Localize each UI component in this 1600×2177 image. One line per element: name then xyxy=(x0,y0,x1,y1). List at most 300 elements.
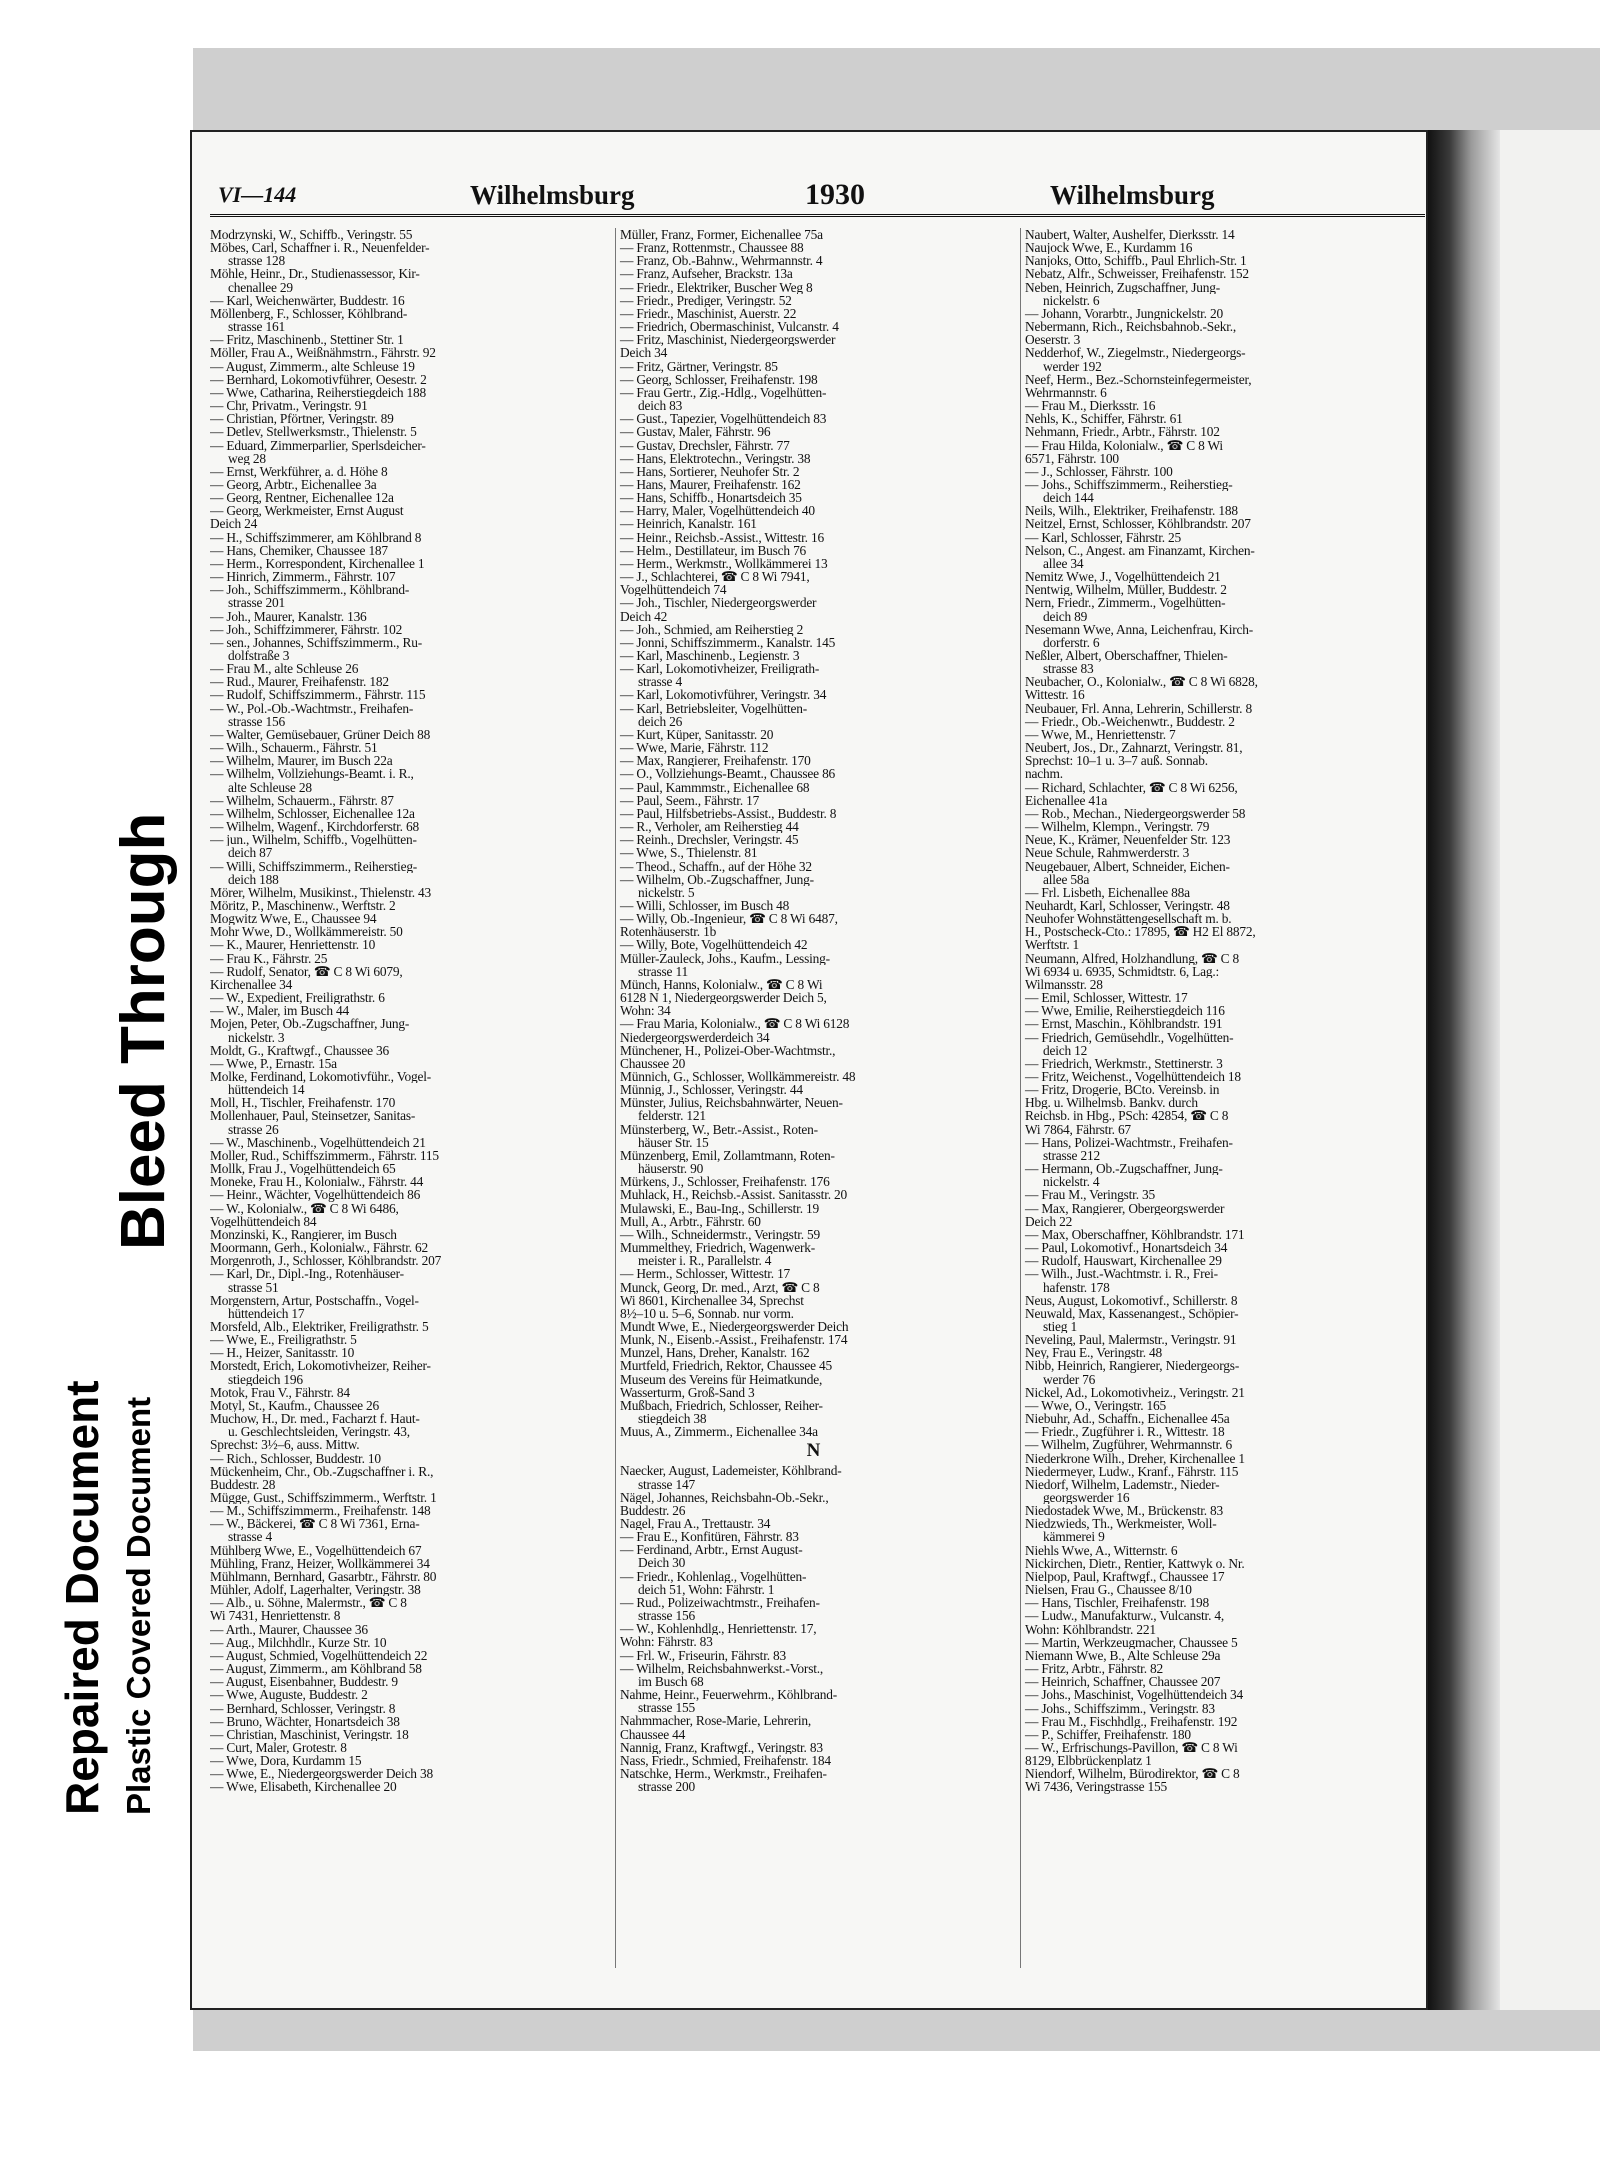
directory-entry: nickelstr. 3 xyxy=(228,1030,285,1044)
directory-entry: dorferstr. 6 xyxy=(1043,635,1100,649)
directory-entry: Vogelhüttendeich 74 xyxy=(620,583,727,597)
directory-entry: Wittestr. 16 xyxy=(1025,688,1085,702)
directory-entry: — Wilh., Schneidermstr., Veringstr. 59 xyxy=(620,1227,821,1242)
directory-entry: deich 144 xyxy=(1043,491,1094,505)
directory-entry: — Friedr., Zugführer i. R., Wittestr. 18 xyxy=(1025,1425,1225,1439)
directory-entry: — Frau M., Fischhdlg., Freihafenstr. 192 xyxy=(1025,1714,1238,1728)
directory-entry: Muchow, H., Dr. med., Facharzt f. Haut- xyxy=(210,1412,420,1426)
page-header xyxy=(210,178,1425,217)
directory-entry: — Franz, Ob.-Bahnw., Wehrmannstr. 4 xyxy=(620,254,823,268)
directory-entry: strasse 128 xyxy=(228,254,285,268)
directory-entry: Münchener, H., Polizei-Ober-Wachtmstr., xyxy=(620,1043,836,1057)
directory-entry: — Willy, Bote, Vogelhüttendeich 42 xyxy=(620,938,808,952)
directory-entry: weg 28 xyxy=(228,451,266,465)
directory-entry: Wilmansstr. 28 xyxy=(1025,977,1103,992)
directory-entry: — Wwe, M., Henriettenstr. 7 xyxy=(1025,727,1176,742)
directory-entry: — Wilhelm, Klempn., Veringstr. 79 xyxy=(1025,820,1210,834)
directory-entry: Münnich, G., Schlosser, Wollkämmereistr. 48 xyxy=(620,1070,856,1084)
directory-entry: — Gustav, Drechsler, Fährstr. 77 xyxy=(620,438,790,452)
directory-entry: — Theod., Schaffn., auf der Höhe 32 xyxy=(620,859,812,873)
directory-entry: Neßler, Albert, Oberschaffner, Thielen- xyxy=(1025,649,1228,663)
directory-entry: Mörer, Wilhelm, Musikinst., Thielenstr. 43 xyxy=(210,885,432,899)
directory-entry: — M., Schiffszimmerm., Freihafenstr. 148 xyxy=(210,1504,431,1518)
directory-entry: — J., Schlachterei, ☎ C 8 Wi 7941, xyxy=(620,570,810,584)
directory-entry: — W., Maschinenb., Vogelhüttendeich 21 xyxy=(210,1135,426,1149)
directory-entry: — Rudolf, Hauswart, Kirchenallee 29 xyxy=(1025,1254,1222,1268)
directory-entry: — W., Bäckerei, ☎ C 8 Wi 7361, Erna- xyxy=(210,1517,420,1531)
directory-entry: felderstr. 121 xyxy=(638,1109,706,1123)
directory-entry: nickelstr. 5 xyxy=(638,885,695,899)
directory-entry: — Fritz, Drogerie, BCto. Vereinsb. in xyxy=(1025,1083,1220,1097)
directory-entry: Nebatz, Alfr., Schweisser, Freihafenstr. 152 xyxy=(1025,267,1249,281)
directory-entry: Rotenhäuserstr. 1b xyxy=(620,925,717,939)
directory-entry: Buddestr. 28 xyxy=(210,1477,276,1491)
directory-entry: Neuhardt, Karl, Schlosser, Veringstr. 48 xyxy=(1025,898,1230,913)
directory-entry: Nelson, C., Angest. am Finanzamt, Kirchen- xyxy=(1025,543,1255,557)
directory-entry: Deich 42 xyxy=(620,609,668,623)
directory-entry: — R., Verholer, am Reiherstieg 44 xyxy=(620,820,799,834)
directory-entry: Moldt, G., Kraftwgf., Chaussee 36 xyxy=(210,1043,389,1057)
directory-entry: — Karl, Betriebsleiter, Vogelhütten- xyxy=(620,701,808,715)
directory-entry: chenallee 29 xyxy=(228,280,293,294)
directory-entry: strasse 161 xyxy=(228,320,285,334)
directory-entry: kämmerei 9 xyxy=(1043,1530,1105,1544)
directory-entry: — jun., Wilhelm, Schiffb., Vogelhütten- xyxy=(210,833,417,847)
directory-entry: — Wwe, P., Ernastr. 15a xyxy=(210,1056,337,1070)
directory-entry: — W., Maler, im Busch 44 xyxy=(210,1004,349,1018)
directory-entry: Chaussee 20 xyxy=(620,1056,686,1070)
directory-entry: Molke, Ferdinand, Lokomotivführ., Vogel- xyxy=(210,1070,431,1084)
directory-entry: deich 83 xyxy=(638,399,683,413)
directory-entry: — Ferdinand, Arbtr., Ernst August- xyxy=(620,1543,803,1557)
directory-entry: Vogelhüttendeich 84 xyxy=(210,1214,317,1228)
directory-entry: Nesemann Wwe, Anna, Leichenfrau, Kirch- xyxy=(1025,622,1254,636)
directory-entry: Niedzwieds, Th., Werkmeister, Woll- xyxy=(1025,1517,1217,1531)
directory-entry: — Wilh., Schauerm., Fährstr. 51 xyxy=(210,741,378,755)
directory-entry: georgswerder 16 xyxy=(1043,1491,1130,1505)
directory-entry: werder 192 xyxy=(1043,359,1102,373)
directory-entry: — Karl, Maschinenb., Legienstr. 3 xyxy=(620,649,800,663)
directory-entry: Möhle, Heinr., Dr., Studienassessor, Kir- xyxy=(210,267,420,281)
directory-entry: Neubacher, O., Kolonialw., ☎ C 8 Wi 6828, xyxy=(1025,675,1258,689)
directory-entry: strasse 200 xyxy=(638,1780,695,1794)
directory-entry: Morstedt, Erich, Lokomotivheizer, Reiher- xyxy=(210,1359,431,1373)
directory-entry: Wehrmannstr. 6 xyxy=(1025,385,1107,400)
directory-entry: Neue, K., Krämer, Neuenfelder Str. 123 xyxy=(1025,833,1231,847)
directory-entry: Deich 30 xyxy=(638,1556,686,1570)
directory-entry: Mulawski, E., Bau-Ing., Schillerstr. 19 xyxy=(620,1201,819,1215)
directory-entry: — Friedrich, Werkmstr., Stettinerstr. 3 xyxy=(1025,1056,1223,1070)
directory-entry: — Gust., Tapezier, Vogelhüttendeich 83 xyxy=(620,412,827,426)
directory-entry: — Rud., Maurer, Freihafenstr. 182 xyxy=(210,675,389,689)
directory-entry: Mückenheim, Chr., Ob.-Zugschaffner i. R., xyxy=(210,1464,434,1478)
directory-entry: — Fritz, Maschinist, Niedergeorgswerder xyxy=(620,333,836,347)
directory-entry: — Frau M., alte Schleuse 26 xyxy=(210,662,359,676)
directory-entry: Motok, Frau V., Fährstr. 84 xyxy=(210,1385,350,1399)
directory-entry: — Herm., Schlosser, Wittestr. 17 xyxy=(620,1267,791,1281)
directory-entry: — Friedr., Kohlenlag., Vogelhütten- xyxy=(620,1569,807,1583)
directory-entry: strasse 156 xyxy=(228,714,285,728)
directory-entry: — Rud., Polizeiwachtmstr., Freihafen- xyxy=(620,1595,820,1610)
directory-entry: — Friedr., Maschinist, Auerstr. 22 xyxy=(620,306,797,321)
directory-entry: — Karl, Dr., Dipl.-Ing., Rotenhäuser- xyxy=(210,1267,404,1281)
directory-entry: Niedorf, Wilhelm, Lademstr., Nieder- xyxy=(1025,1477,1220,1491)
directory-entry: Mull, A., Arbtr., Fährstr. 60 xyxy=(620,1214,761,1228)
directory-entry: Wohn: Köhlbrandstr. 221 xyxy=(1025,1622,1156,1636)
directory-entry: — Wilhelm, Schauerm., Fährstr. 87 xyxy=(210,793,394,807)
directory-entry: Deich 24 xyxy=(210,517,258,531)
directory-entry: allee 58a xyxy=(1043,872,1090,886)
directory-entry: Moormann, Gerh., Kolonialw., Fährstr. 62 xyxy=(210,1241,428,1255)
directory-entry: stiegdeich 196 xyxy=(228,1372,303,1386)
book-gutter xyxy=(1428,130,1500,2010)
directory-entry: strasse 83 xyxy=(1043,662,1094,676)
directory-entry: — Hans, Tischler, Freihafenstr. 198 xyxy=(1025,1596,1210,1610)
directory-entry: — Paul, Kammmstr., Eichenallee 68 xyxy=(620,780,810,794)
directory-entry: Monzinski, K., Rangierer, im Busch xyxy=(210,1227,397,1242)
directory-entry: — Herm., Werkmstr., Wollkämmerei 13 xyxy=(620,556,828,571)
directory-entry: Nebermann, Rich., Reichsbahnob.-Sekr., xyxy=(1025,320,1237,334)
directory-entry: Wohn: 34 xyxy=(620,1004,671,1018)
directory-entry: — Wwe, Marie, Fährstr. 112 xyxy=(620,741,769,755)
directory-entry: Nedderhof, W., Ziegelmstr., Niedergeorgs- xyxy=(1025,346,1246,360)
directory-entry: Neubert, Jos., Dr., Zahnarzt, Veringstr. 81, xyxy=(1025,741,1243,755)
directory-entry: — Fritz, Arbtr., Fährstr. 82 xyxy=(1025,1662,1163,1676)
directory-entry: werder 76 xyxy=(1043,1372,1096,1386)
directory-entry: Museum des Vereins für Heimatkunde, xyxy=(620,1372,823,1386)
directory-entry: häuser Str. 15 xyxy=(638,1135,709,1149)
directory-entry: Wi 7436, Veringstrasse 155 xyxy=(1025,1780,1168,1794)
directory-entry: hüttendeich 17 xyxy=(228,1306,305,1320)
directory-entry: — Willy, Ob.-Ingenieur, ☎ C 8 Wi 6487, xyxy=(620,912,838,926)
directory-entry: Sprechst: 3½–6, auss. Mittw. xyxy=(210,1438,360,1452)
directory-entry: — Friedrich, Obermaschinist, Vulcanstr. 4 xyxy=(620,320,839,334)
directory-entry: strasse 11 xyxy=(638,964,688,978)
directory-entry: — Hans, Schiffb., Honartsdeich 35 xyxy=(620,491,802,505)
directory-entry: — Heinr., Wächter, Vogelhüttendeich 86 xyxy=(210,1188,421,1202)
directory-entry: Münnig, J., Schlosser, Veringstr. 44 xyxy=(620,1083,803,1097)
directory-entry: — Reinh., Drechsler, Veringstr. 45 xyxy=(620,833,799,847)
directory-entry: — Franz, Rottenmstr., Chaussee 88 xyxy=(620,241,804,255)
directory-entry: — Harry, Maler, Vogelhüttendeich 40 xyxy=(620,504,815,518)
directory-entry: Reichsb. in Hbg., PSch: 42854, ☎ C 8 xyxy=(1025,1109,1229,1123)
directory-entry: Münster, Julius, Reichsbahnwärter, Neuen- xyxy=(620,1096,843,1110)
directory-column-3 xyxy=(1020,228,1416,1968)
directory-entry: Chaussee 44 xyxy=(620,1727,686,1741)
directory-entry: — Arth., Maurer, Chaussee 36 xyxy=(210,1622,368,1636)
directory-entry: Möritz, P., Maschinenw., Werftstr. 2 xyxy=(210,898,396,913)
directory-entry: — Johs., Schiffszimmerm., Reiherstieg- xyxy=(1025,477,1233,492)
directory-entry: Nielpop, Paul, Kraftwgf., Chaussee 17 xyxy=(1025,1569,1225,1584)
directory-entry: Nass, Friedr., Schmied, Freihafenstr. 184 xyxy=(620,1753,831,1767)
directory-entry: — Bruno, Wächter, Honartsdeich 38 xyxy=(210,1714,400,1728)
directory-entry: — Bernhard, Schlosser, Veringstr. 8 xyxy=(210,1701,396,1715)
directory-entry: — Wilhelm, Reichsbahnwerkst.-Vorst., xyxy=(620,1661,824,1675)
directory-entry: — Heinrich, Schaffner, Chaussee 207 xyxy=(1025,1675,1221,1689)
directory-entry: — W., Kohlenhdlg., Henriettenstr. 17, xyxy=(620,1622,817,1636)
directory-entry: Nickirchen, Dietr., Rentier, Kattwyk o. Nr. xyxy=(1025,1556,1245,1570)
header-place-right: Wilhelmsburg xyxy=(1050,180,1215,210)
directory-entry: — Ludw., Manufakturw., Vulcanstr. 4, xyxy=(1025,1609,1225,1623)
directory-entry: — Frau M., Veringstr. 35 xyxy=(1025,1188,1155,1202)
directory-entry: Modrzynski, W., Schiffb., Veringstr. 55 xyxy=(210,228,413,242)
directory-entry: u. Geschlechtsleiden, Veringstr. 43, xyxy=(228,1425,410,1439)
directory-entry: Eichenallee 41a xyxy=(1025,793,1108,807)
directory-entry: Nannig, Franz, Kraftwgf., Veringstr. 83 xyxy=(620,1740,823,1754)
header-place-left: Wilhelmsburg xyxy=(470,180,635,210)
directory-entry: — Frl. W., Friseurin, Fährstr. 83 xyxy=(620,1648,786,1662)
directory-entry: — Gustav, Maler, Fährstr. 96 xyxy=(620,425,771,439)
directory-entry: strasse 212 xyxy=(1043,1148,1100,1163)
directory-entry: — Rob., Mechan., Niedergeorgswerder 58 xyxy=(1025,806,1246,821)
section-letter: N xyxy=(806,1440,821,1462)
directory-entry: Wohn: Fährstr. 83 xyxy=(620,1635,713,1649)
directory-entry: — Christian, Pförtner, Veringstr. 89 xyxy=(210,412,394,426)
directory-entry: Nahme, Heinr., Feuerwehrm., Köhlbrand- xyxy=(620,1688,837,1702)
directory-entry: — Karl, Lokomotivheizer, Freiligrath- xyxy=(620,662,820,676)
directory-entry: — Rich., Schlosser, Buddestr. 10 xyxy=(210,1451,381,1465)
directory-entry: Neitzel, Ernst, Schlosser, Köhlbrandstr. 207 xyxy=(1025,517,1251,531)
directory-entry: Mußbach, Friedrich, Schlosser, Reiher- xyxy=(620,1398,823,1413)
directory-entry: — Georg, Arbtr., Eichenallee 3a xyxy=(210,477,377,492)
directory-entry: Mummelthey, Friedrich, Wagenwerk- xyxy=(620,1241,815,1255)
directory-entry: — Joh., Schmied, am Reiherstieg 2 xyxy=(620,622,804,636)
directory-entry: — W., Pol.-Ob.-Wachtmstr., Freihafen- xyxy=(210,701,414,715)
directory-entry: deich 87 xyxy=(228,846,273,860)
directory-entry: Niebuhr, Ad., Schaffn., Eichenallee 45a xyxy=(1025,1412,1230,1426)
directory-entry: — Hans, Sortierer, Neuhofer Str. 2 xyxy=(620,464,800,478)
directory-entry: — Richard, Schlachter, ☎ C 8 Wi 6256, xyxy=(1025,780,1238,794)
directory-entry: — Bernhard, Lokomotivführer, Oesestr. 2 xyxy=(210,372,427,386)
directory-entry: — Willi, Schlosser, im Busch 48 xyxy=(620,898,790,913)
directory-entry: Naujock Wwe, E., Kurdamm 16 xyxy=(1025,241,1193,255)
directory-entry: — Max, Rangierer, Freihafenstr. 170 xyxy=(620,754,811,768)
directory-entry: Neumann, Alfred, Holzhandlung, ☎ C 8 xyxy=(1025,951,1240,965)
directory-entry: Nickel, Ad., Lokomotivheiz., Veringstr. 21 xyxy=(1025,1385,1245,1399)
directory-entry: — Frau Hilda, Kolonialw., ☎ C 8 Wi xyxy=(1025,438,1223,452)
directory-entry: — Karl, Schlosser, Fährstr. 25 xyxy=(1025,530,1181,544)
directory-entry: Deich 34 xyxy=(620,346,668,360)
directory-entry: — Chr, Privatm., Veringstr. 91 xyxy=(210,399,368,413)
directory-entry: — Fritz, Gärtner, Veringstr. 85 xyxy=(620,359,778,373)
directory-entry: stieg 1 xyxy=(1043,1319,1077,1334)
directory-entry: — Rudolf, Schiffszimmerm., Fährstr. 115 xyxy=(210,688,426,702)
directory-entry: Mühling, Franz, Heizer, Wollkämmerei 34 xyxy=(210,1556,430,1570)
adjacent-page-edge xyxy=(1500,130,1600,2010)
directory-entry: Nagel, Frau A., Trettaustr. 34 xyxy=(620,1517,771,1531)
directory-entry: Müller-Zauleck, Johs., Kaufm., Lessing- xyxy=(620,951,830,965)
directory-entry: — Hans, Elektrotechn., Veringstr. 38 xyxy=(620,451,811,465)
directory-entry: — H., Schiffszimmerer, am Köhlbrand 8 xyxy=(210,530,422,544)
directory-entry: Nahmmacher, Rose-Marie, Lehrerin, xyxy=(620,1714,812,1728)
directory-entry: — Wilhelm, Maurer, im Busch 22a xyxy=(210,754,393,768)
directory-entry: — Wwe, Auguste, Buddestr. 2 xyxy=(210,1688,368,1702)
directory-entry: strasse 201 xyxy=(228,596,285,610)
directory-entry: Wasserturm, Groß-Sand 3 xyxy=(620,1385,755,1399)
directory-column-2 xyxy=(615,228,1011,1968)
header-year: 1930 xyxy=(805,178,865,211)
directory-entry: — Frau K., Fährstr. 25 xyxy=(210,951,328,965)
directory-entry: — August, Schmied, Vogelhüttendeich 22 xyxy=(210,1648,428,1663)
directory-entry: — Wilhelm, Ob.-Zugschaffner, Jung- xyxy=(620,872,814,886)
directory-entry: — Wwe, E., Niedergeorgswerder Deich 38 xyxy=(210,1767,433,1781)
directory-entry: strasse 51 xyxy=(228,1280,279,1294)
directory-entry: — Wwe, E., Freiligrathstr. 5 xyxy=(210,1333,357,1347)
bleed-through-label: Bleed Through xyxy=(109,812,178,1250)
directory-entry: — Frl. Lisbeth, Eichenallee 88a xyxy=(1025,885,1190,899)
directory-entry: — Georg, Werkmeister, Ernst August xyxy=(210,504,404,518)
directory-entry: Oeserstr. 3 xyxy=(1025,333,1081,347)
directory-entry: Niemann Wwe, B., Alte Schleuse 29a xyxy=(1025,1648,1221,1663)
directory-entry: — Joh., Schiffszimmerm., Köhlbrand- xyxy=(210,583,410,597)
directory-entry: strasse 26 xyxy=(228,1122,279,1136)
directory-entry: Müller, Franz, Former, Eichenallee 75a xyxy=(620,228,823,242)
directory-entry: Niehls Wwe, A., Witternstr. 6 xyxy=(1025,1543,1178,1557)
directory-entry: Mollenhauer, Paul, Steinsetzer, Sanitas- xyxy=(210,1109,416,1123)
directory-entry: Niedergeorgswerderdeich 34 xyxy=(620,1030,770,1044)
directory-entry: Mügge, Gust., Schiffszimmerm., Werftstr. 1 xyxy=(210,1491,437,1505)
directory-entry: stiegdeich 38 xyxy=(638,1412,707,1426)
directory-entry: 8½–10 u. 5–6, Sonnab. nur vorm. xyxy=(620,1306,794,1320)
directory-entry: deich 26 xyxy=(638,714,683,728)
plastic-covered-label: Plastic Covered Document xyxy=(120,1396,157,1815)
directory-entry: Neben, Heinrich, Zugschaffner, Jung- xyxy=(1025,280,1221,294)
directory-entry: allee 34 xyxy=(1043,556,1084,571)
directory-entry: — Wilhelm, Wagenf., Kirchdorferstr. 68 xyxy=(210,820,419,834)
directory-entry: — Willi, Schiffszimmerm., Reiherstieg- xyxy=(210,859,418,873)
directory-entry: — sen., Johannes, Schiffszimmerm., Ru- xyxy=(210,635,422,649)
directory-entry: — Wwe, O., Veringstr. 165 xyxy=(1025,1398,1167,1413)
directory-entry: häuserstr. 90 xyxy=(638,1162,704,1176)
directory-entry: — Heinrich, Kanalstr. 161 xyxy=(620,517,757,531)
directory-entry: — Paul, Hilfsbetriebs-Assist., Buddestr. 8 xyxy=(620,806,837,821)
directory-entry: Mollk, Frau J., Vogelhüttendeich 65 xyxy=(210,1162,396,1176)
directory-entry: — Frau Gertr., Zig.-Hdlg., Vogelhütten- xyxy=(620,385,827,400)
directory-entry: nachm. xyxy=(1025,767,1063,781)
directory-entry: — Ernst, Maschin., Köhlbrandstr. 191 xyxy=(1025,1017,1223,1031)
directory-entry: — W., Expedient, Freiligrathstr. 6 xyxy=(210,991,385,1005)
directory-entry: — Aug., Milchhdlr., Kurze Str. 10 xyxy=(210,1635,387,1649)
directory-entry: — Max, Rangierer, Obergeorgswerder xyxy=(1025,1201,1225,1215)
directory-entry: — Johs., Maschinist, Vogelhüttendeich 34 xyxy=(1025,1688,1244,1702)
directory-entry: meister i. R., Parallelstr. 4 xyxy=(638,1254,772,1268)
directory-entry: Nibb, Heinrich, Rangierer, Niedergeorgs- xyxy=(1025,1359,1240,1373)
directory-entry: — August, Zimmerm., alte Schleuse 19 xyxy=(210,359,415,373)
directory-entry: Morgenroth, J., Schlosser, Köhlbrandstr. 207 xyxy=(210,1254,442,1268)
directory-entry: — Wwe, Elisabeth, Kirchenallee 20 xyxy=(210,1780,397,1794)
directory-entry: alte Schleuse 28 xyxy=(228,780,312,794)
directory-entry: — Hans, Chemiker, Chaussee 187 xyxy=(210,543,388,557)
directory-entry: Neubauer, Frl. Anna, Lehrerin, Schillerstr. 8 xyxy=(1025,701,1252,715)
directory-entry: strasse 155 xyxy=(638,1701,695,1715)
directory-entry: — Franz, Aufseher, Brackstr. 13a xyxy=(620,267,793,281)
directory-entry: Kirchenallee 34 xyxy=(210,977,293,992)
directory-entry: 6571, Fährstr. 100 xyxy=(1025,451,1119,465)
directory-entry: — Friedr., Elektriker, Buscher Weg 8 xyxy=(620,280,813,294)
directory-entry: Möbes, Carl, Schaffner i. R., Neuenfelder- xyxy=(210,241,430,255)
directory-entry: Nehmann, Friedr., Arbtr., Fährstr. 102 xyxy=(1025,425,1220,439)
directory-column-1 xyxy=(210,228,605,1968)
directory-entry: Munzel, Hans, Dreher, Kanalstr. 162 xyxy=(620,1346,810,1360)
directory-entry: — Detlev, Stellwerksmstr., Thielenstr. 5 xyxy=(210,425,417,439)
directory-entry: — Walter, Gemüsebauer, Grüner Deich 88 xyxy=(210,727,431,742)
directory-entry: — K., Maurer, Henriettenstr. 10 xyxy=(210,938,376,952)
directory-entry: Nentwig, Wilhelm, Müller, Buddestr. 2 xyxy=(1025,583,1227,597)
directory-entry: — Wilhelm, Zugführer, Wehrmannstr. 6 xyxy=(1025,1438,1232,1452)
directory-entry: Munk, N., Eisenb.-Assist., Freihafenstr. 174 xyxy=(620,1333,848,1347)
directory-entry: — Karl, Weichenwärter, Buddestr. 16 xyxy=(210,293,405,307)
directory-entry: — Fritz, Maschinenb., Stettiner Str. 1 xyxy=(210,333,404,347)
directory-entry: Neef, Herm., Bez.-Schornsteinfegermeister, xyxy=(1025,372,1252,386)
directory-entry: — Friedrich, Gemüsehdlr., Vogelhütten- xyxy=(1025,1030,1234,1044)
directory-entry: — Johann, Vorarbtr., Jungnickelstr. 20 xyxy=(1025,306,1223,321)
directory-entry: — Heinr., Reichsb.-Assist., Wittestr. 16 xyxy=(620,530,824,544)
directory-entry: strasse 147 xyxy=(638,1477,695,1491)
directory-entry: deich 188 xyxy=(228,872,279,886)
directory-entry: — Martin, Werkzeugmacher, Chaussee 5 xyxy=(1025,1635,1238,1649)
directory-entry: Mühler, Adolf, Lagerhalter, Veringstr. 38 xyxy=(210,1583,421,1597)
directory-entry: — Joh., Schiffzimmerer, Fährstr. 102 xyxy=(210,622,403,636)
directory-entry: dolfstraße 3 xyxy=(228,649,290,663)
directory-entry: — Friedr., Prediger, Veringstr. 52 xyxy=(620,293,792,307)
directory-entry: — O., Vollziehungs-Beamt., Chaussee 86 xyxy=(620,767,836,781)
directory-entry: — Wilhelm, Vollziehungs-Beamt. i. R., xyxy=(210,767,414,781)
directory-entry: im Busch 68 xyxy=(638,1674,704,1689)
directory-entry: Buddestr. 26 xyxy=(620,1503,686,1517)
directory-entry: 8129, Elbbrückenplatz 1 xyxy=(1025,1754,1152,1768)
directory-entry: Werftstr. 1 xyxy=(1025,938,1079,952)
directory-entry: — Paul, Seem., Fährstr. 17 xyxy=(620,793,760,807)
directory-entry: — Hermann, Ob.-Zugschaffner, Jung- xyxy=(1025,1162,1223,1176)
directory-entry: Neils, Wilh., Elektriker, Freihafenstr. 188 xyxy=(1025,504,1238,518)
directory-entry: — Wilh., Just.-Wachtmstr. i. R., Frei- xyxy=(1025,1267,1218,1281)
directory-entry: — H., Heizer, Sanitasstr. 10 xyxy=(210,1346,355,1360)
directory-entry: hüttendeich 14 xyxy=(228,1083,305,1097)
directory-entry: — Georg, Schlosser, Freihafenstr. 198 xyxy=(620,372,818,386)
directory-entry: — Herm., Korrespondent, Kirchenallee 1 xyxy=(210,556,425,571)
directory-entry: — Wwe, Catharina, Reiherstiegdeich 188 xyxy=(210,385,427,400)
directory-entry: Hbg. u. Wilhelmsb. Bankv. durch xyxy=(1025,1096,1198,1110)
directory-entry: — Emil, Schlosser, Wittestr. 17 xyxy=(1025,991,1188,1005)
directory-entry: Münsterberg, W., Betr.-Assist., Roten- xyxy=(620,1122,818,1136)
directory-entry: Möller, Frau A., Weißnähmstrn., Fährstr. 92 xyxy=(210,346,436,360)
directory-entry: strasse 4 xyxy=(638,675,682,689)
directory-entry: — August, Zimmerm., am Köhlbrand 58 xyxy=(210,1662,422,1676)
directory-entry: Niedermeyer, Ludw., Kranf., Fährstr. 115 xyxy=(1025,1464,1239,1478)
directory-entry: — J., Schlosser, Fährstr. 100 xyxy=(1025,464,1173,478)
directory-entry: — Wwe, S., Thielenstr. 81 xyxy=(620,846,758,860)
directory-entry: Nemitz Wwe, J., Vogelhüttendeich 21 xyxy=(1025,570,1221,584)
directory-entry: Mürkens, J., Schlosser, Freihafenstr. 176 xyxy=(620,1175,830,1189)
directory-entry: Münch, Hanns, Kolonialw., ☎ C 8 Wi xyxy=(620,977,823,992)
directory-entry: Neugebauer, Albert, Schneider, Eichen- xyxy=(1025,859,1230,873)
directory-entry: — Wilhelm, Schlosser, Eichenallee 12a xyxy=(210,806,415,821)
page-number: VI—144 xyxy=(218,182,297,207)
directory-entry: Moller, Rud., Schiffszimmerm., Fährstr. 115 xyxy=(210,1148,439,1163)
directory-entry: Münzenberg, Emil, Zollamtmann, Roten- xyxy=(620,1148,835,1163)
directory-entry: Deich 22 xyxy=(1025,1214,1073,1228)
directory-entry: deich 12 xyxy=(1043,1043,1088,1057)
directory-entry: Neue Schule, Rahmwerderstr. 3 xyxy=(1025,846,1190,860)
document-label-sidebar xyxy=(0,0,185,2177)
directory-entry: Mundt Wwe, E., Niedergeorgswerder Deich xyxy=(620,1319,849,1334)
repaired-document-label: Repaired Document xyxy=(56,1380,108,1815)
directory-entry: — Hinrich, Zimmerm., Fährstr. 107 xyxy=(210,570,396,584)
directory-entry: — Wwe, Emilie, Reiherstiegdeich 116 xyxy=(1025,1004,1225,1018)
directory-entry: deich 89 xyxy=(1043,609,1088,623)
directory-entry: — Karl, Lokomotivführer, Veringstr. 34 xyxy=(620,688,827,702)
directory-entry: Neuwald, Max, Kassenangest., Schöpier- xyxy=(1025,1306,1239,1320)
